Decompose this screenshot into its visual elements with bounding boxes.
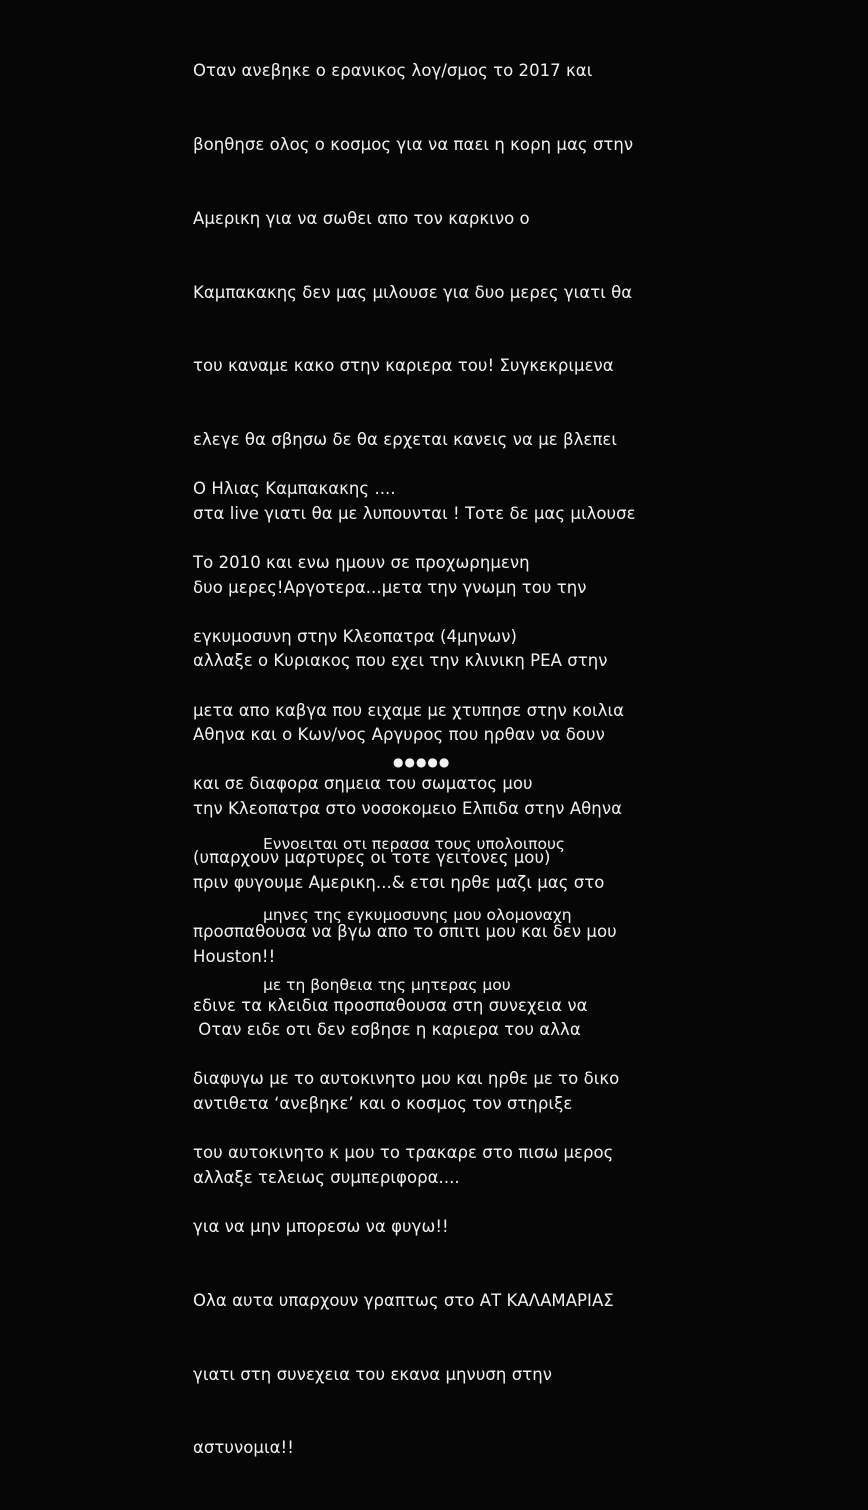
text-line: Αθηνα και ο Κων/νος Αργυρος που ηρθαν να δουν [193,725,605,745]
text-line: (υπαρχουν μαρτυρες οι τοτε γειτονες μου) [193,848,551,868]
text-line: και σε διαφορα σημεια του σωματος μου [193,774,533,794]
text-line: αστυνομια!! [193,1438,294,1458]
text-line: εδινε τα κλειδια προσπαθουσα στη συνεχεια να [193,995,588,1015]
text-line: αντιθετα ‘ανεβηκε’ και ο κοσμος τον στηριξε [193,1094,573,1114]
text-line: στα live γιατι θα με λυπουνται ! Τοτε δε μας μιλουσε [193,503,636,523]
text-line: αλλαξε ο Κυριακος που εχει την κλινικη ΡΕΑ στην [193,651,608,671]
text-line: ελεγε θα σβησω δε θα ερχεται κανεις να με βλεπει [193,430,617,450]
text-line: Οταν ανεβηκε ο ερανικος λογ/σμος το 2017 και [193,61,593,81]
text-line: Houston!! [193,946,276,966]
text-line: για να μην μπορεσω να φυγω!! [193,1217,449,1236]
text-line: μηνες της εγκυμοσυνης μου ολομοναχη [263,905,572,924]
text-line: Καμπακακης δεν μας μιλουσε για δυο μερες γιατι θα [193,282,633,302]
text-line: Αμερικη για να σωθει απο τον καρκινο ο [193,208,530,228]
text-line: του αυτοκινητο κ μου το τρακαρε στο πισω μερος [193,1143,614,1163]
text-line: δυο μερες!Αργοτερα...μετα την γνωμη του την [193,577,587,597]
text-line: μετα απο καβγα που ειχαμε με χτυπησε στην κοιλια [193,700,625,720]
text-line: Το 2010 και ενω ημουν σε προχωρημενη [193,552,530,572]
text-line: Ολα αυτα υπαρχουν γραπτως στο ΑΤ ΚΑΛΑΜΑΡΙΑΣ [193,1290,614,1310]
text-line: με τη βοηθεια της μητερας μου [263,976,511,994]
text-line: Ο Ηλιας Καμπακακης .... [193,479,396,499]
text-line: βοηθησε ολος ο κοσμος για να παει η κορη μας στην [193,134,634,154]
text-line: προσπαθουσα να βγω απο το σπιτι μου και δεν μου [193,921,617,941]
text-line: πριν φυγουμε Αμερικη...& ετσι ηρθε μαζι μας στο [193,872,605,892]
text-line: εγκυμοσυνη στην Κλεοπατρα (4μηνων) [193,626,517,646]
separator-dots: ●●●●● [393,755,451,769]
text-line: γιατι στη συνεχεια του εκανα μηνυση στην [193,1364,552,1384]
text-line: Οταν ειδε οτι δεν εσβησε η καριερα του αλλα [193,1020,581,1040]
text-line: Εννοειται οτι περασα τους υπολοιπους [263,835,566,853]
closing-paragraph [263,786,572,1045]
text-line: του καναμε κακο στην καριερα του! Συγκεκριμενα [193,356,614,376]
text-line: αλλαξε τελειως συμπεριφορα.... [193,1167,460,1187]
text-line: την Κλεοπατρα στο νοσοκομειο Ελπιδα στην Αθηνα [193,799,623,818]
text-line: διαφυγω με το αυτοκινητο μου και ηρθε με το δικο [193,1069,620,1089]
